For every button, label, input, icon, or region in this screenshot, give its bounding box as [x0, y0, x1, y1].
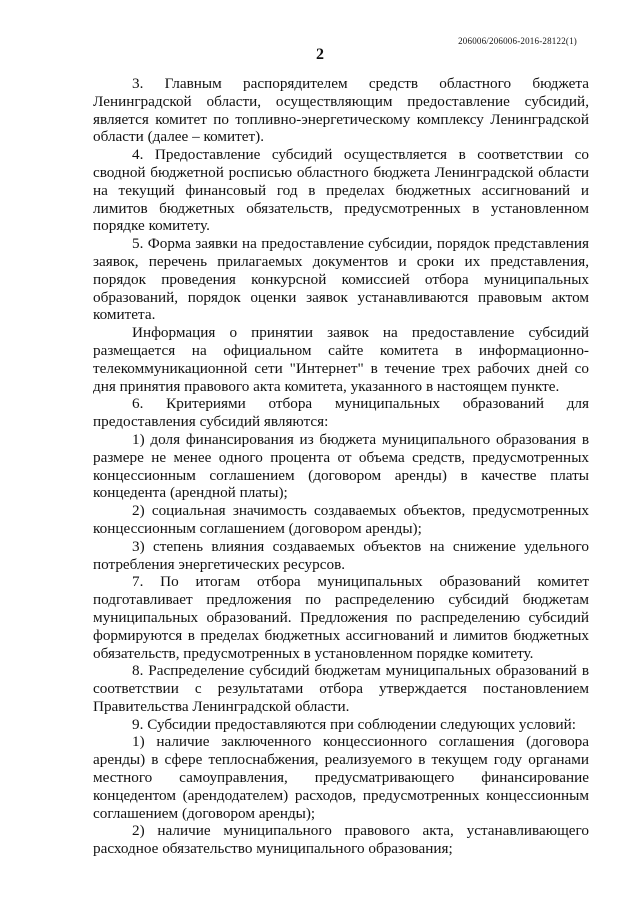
- paragraph-item-9: 9. Субсидии предоставляются при соблюдении следующих условий:: [132, 715, 577, 733]
- paragraph-info: Информация о принятии заявок на предоставление субсидий размещается на официальном сайте комитета в информационно-телекоммуникационной сети "Интернет" в течение трех рабочих дней со дня принятия правового акта комитета, указанного в настоящем пункте.: [93, 324, 589, 395]
- criteria-1: 1) доля финансирования из бюджета муниципального образования в размере не менее одного процента от объема средств, предусмотренных концессионным соглашением (договором аренды) в качестве платы концедента (арендной платы);: [93, 430, 589, 502]
- paragraph-item-5: 5. Форма заявки на предоставление субсидии, порядок представления заявок, перечень прилагаемых документов и сроки их представления, порядок проведения конкурсной комиссией отбора муниципальных образований, порядок оценки заявок устанавливаются правовым актом комитета.: [93, 235, 589, 324]
- paragraph-item-3: 3. Главным распорядителем средств областного бюджета Ленинградской области, осуществляющим предоставление субсидий, является комитет по топливно-энергетическому комплексу Ленинградской области (далее – комитет).: [93, 75, 589, 146]
- condition-2: 2) наличие муниципального правового акта, устанавливающего расходное обязательство муниципального образования;: [93, 822, 589, 858]
- document-id: 206006/206006-2016-28122(1): [458, 36, 577, 46]
- paragraph-item-6: 6. Критериями отбора муниципальных образований для предоставления субсидий являются:: [93, 395, 589, 431]
- criteria-3: 3) степень влияния создаваемых объектов на снижение удельного потребления энергетических ресурсов.: [93, 537, 589, 573]
- page-number: 2: [316, 46, 324, 63]
- paragraph-item-7: 7. По итогам отбора муниципальных образований комитет подготавливает предложения по распределению субсидий бюджетам муниципальных образований. Предложения по распределению субсидий формируются в пределах бюджетных ассигнований и лимитов бюджетных обязательств, предусмотренных в установленном порядке комитету.: [93, 573, 589, 662]
- paragraph-item-4: 4. Предоставление субсидий осуществляется в соответствии со сводной бюджетной росписью областного бюджета Ленинградской области на текущий финансовый год в пределах бюджетных ассигнований и лимитов бюджетных обязательств, предусмотренных в установленном порядке комитету.: [93, 146, 589, 235]
- condition-1: 1) наличие заключенного концессионного соглашения (договора аренды) в сфере теплоснабжения, реализуемого в текущем году органами местного самоуправления, предусматривающего финансирование концедентом (арендодателем) расходов, предусмотренных концессионным соглашением (договором аренды);: [93, 733, 589, 822]
- document-body: [93, 75, 589, 858]
- criteria-2: 2) социальная значимость создаваемых объектов, предусмотренных концессионным соглашением (договором аренды);: [93, 502, 589, 537]
- paragraph-item-8: 8. Распределение субсидий бюджетам муниципальных образований в соответствии с результатами отбора утверждается постановлением Правительства Ленинградской области.: [93, 662, 589, 715]
